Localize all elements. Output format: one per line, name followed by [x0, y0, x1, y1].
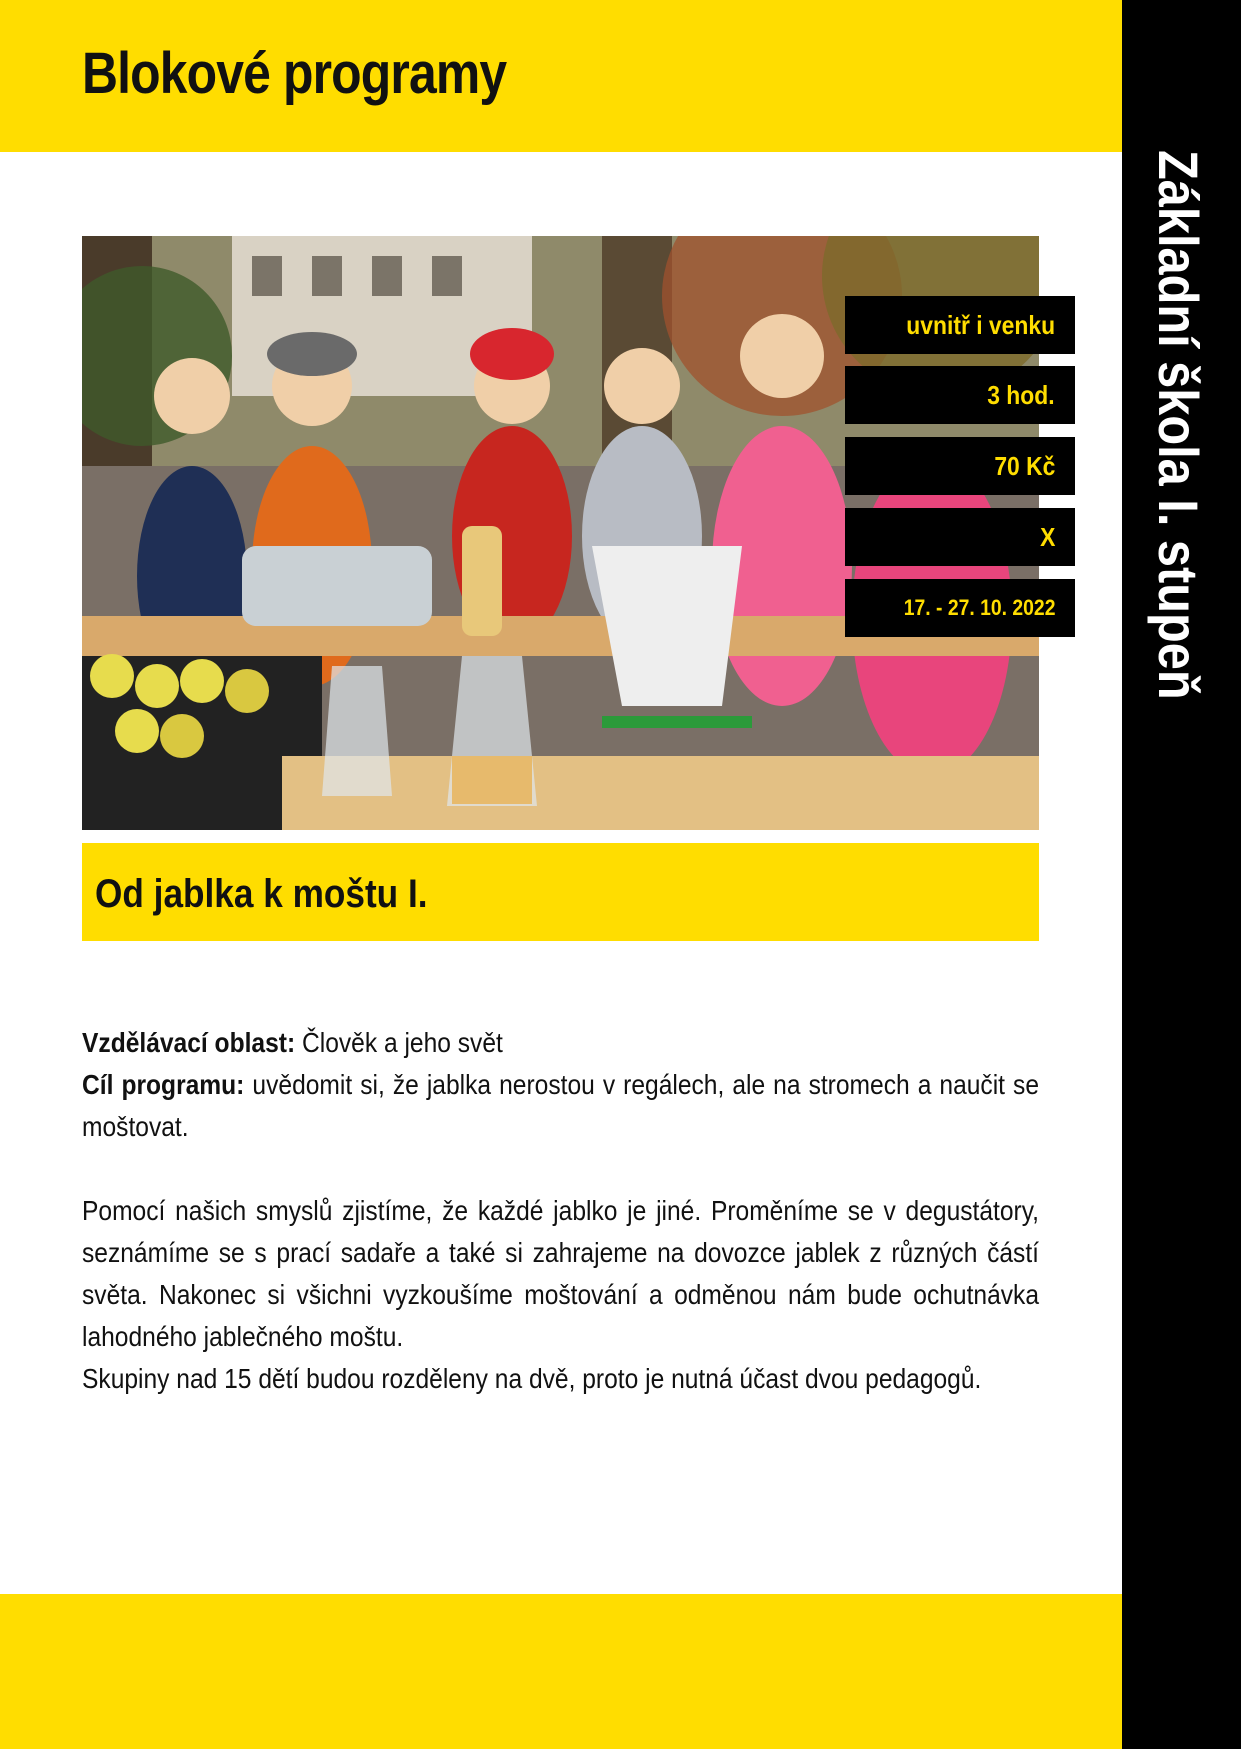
info-location: uvnitř i venku: [845, 296, 1075, 354]
sidebar-title: [1143, 150, 1213, 770]
goal-value: uvědomit si, že jablka nerostou v regálech, ale na stromech a naučit se moštovat.: [82, 1069, 1040, 1142]
goal-line: [82, 1064, 1039, 1148]
group-note: Skupiny nad 15 dětí budou rozděleny na dvě, proto je nutná účast dvou pedagogů.: [82, 1363, 982, 1394]
info-price: 70 Kč: [845, 437, 1075, 495]
description-paragraph: Pomocí našich smyslů zjistíme, že každé jablko je jiné. Proměníme se v degustátory, seznámíme se s prací sadaře a také si zahrajeme na dovozce jablek z různých částí světa. Nakonec si všichni vyzkoušíme moštování a odměnou nám bude ochutnávka lahodného jablečného moštu.: [82, 1195, 1040, 1352]
page-title: Blokové programy: [82, 41, 507, 106]
footer-bar: [0, 1594, 1122, 1749]
area-line: [82, 1022, 1039, 1064]
goal-label: Cíl programu:: [82, 1069, 245, 1100]
program-description: [82, 1022, 1039, 1400]
info-extra: X: [845, 508, 1075, 566]
area-label: Vzdělávací oblast:: [82, 1027, 296, 1058]
program-title: Od jablka k moštu I.: [95, 872, 428, 916]
info-dates: 17. - 27. 10. 2022: [845, 579, 1075, 637]
sidebar-title-text: Základní škola I. stupeň: [1147, 150, 1210, 700]
area-value: Člověk a jeho svět: [301, 1027, 503, 1058]
info-duration: 3 hod.: [845, 366, 1075, 424]
